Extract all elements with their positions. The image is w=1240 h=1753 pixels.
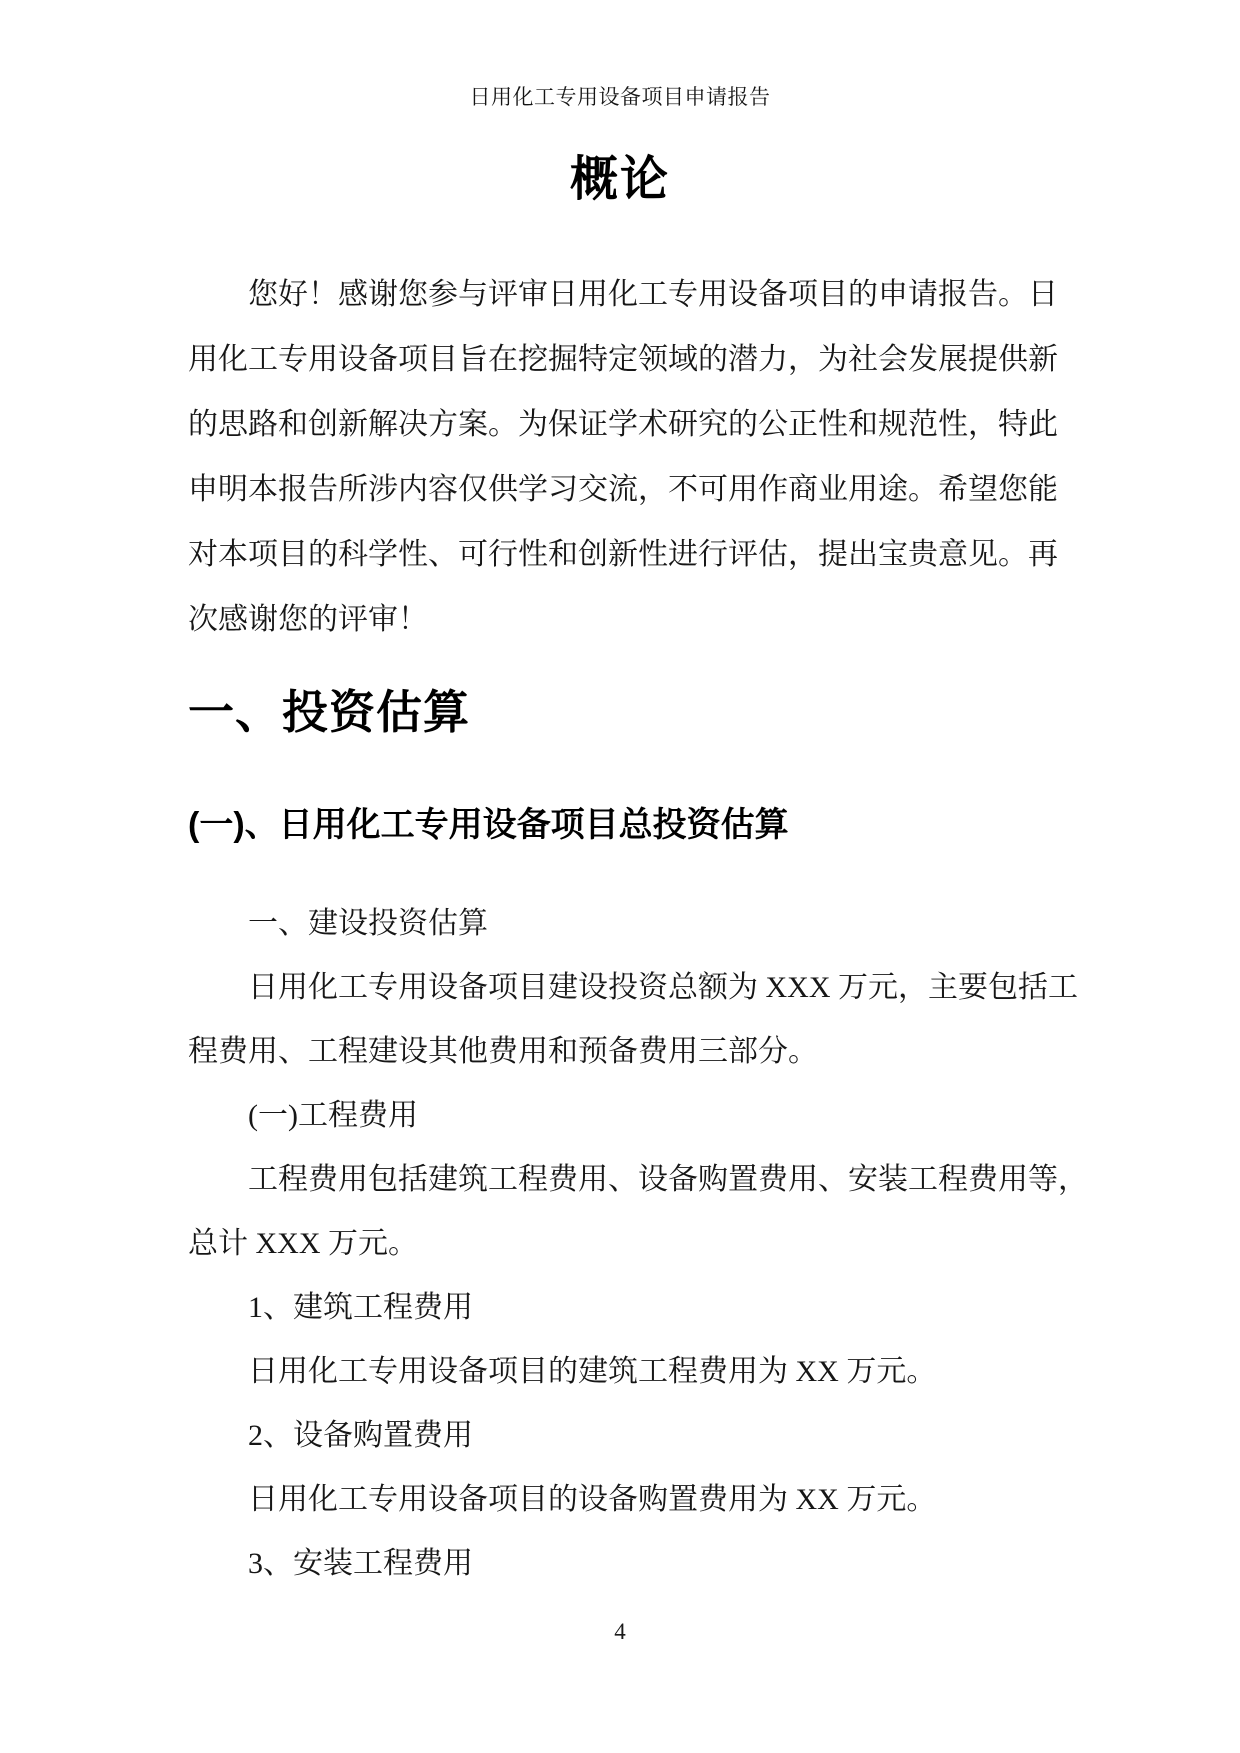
text-line: 日用化工专用设备项目建设投资总额为 XXX 万元，主要包括工 bbox=[248, 971, 1078, 1004]
body-paragraphs bbox=[188, 892, 1148, 1596]
text-line: 1、建筑工程费用 bbox=[248, 1291, 473, 1324]
text-line: 日用化工专用设备项目的设备购置费用为 XX 万元。 bbox=[248, 1483, 937, 1516]
text-line: (一)工程费用 bbox=[248, 1099, 418, 1132]
text-line: 总计 XXX 万元。 bbox=[188, 1227, 418, 1260]
text-line: 对本项目的科学性、可行性和创新性进行评估，提出宝贵意见。再 bbox=[188, 538, 1058, 571]
text-line: 您好！感谢您参与评审日用化工专用设备项目的申请报告。日 bbox=[248, 278, 1058, 311]
section-heading-investment-estimate: 一、投资估算 bbox=[188, 686, 470, 738]
text-line: 一、建设投资估算 bbox=[248, 907, 488, 940]
text-line: 用化工专用设备项目旨在挖掘特定领域的潜力，为社会发展提供新 bbox=[188, 343, 1058, 376]
text-line: 程费用、工程建设其他费用和预备费用三部分。 bbox=[188, 1035, 818, 1068]
text-line: 工程费用包括建筑工程费用、设备购置费用、安装工程费用等， bbox=[248, 1163, 1088, 1196]
page-number: 4 bbox=[614, 1619, 626, 1644]
text-line: 3、安装工程费用 bbox=[248, 1547, 473, 1580]
subsection-heading-total-investment: (一)、日用化工专用设备项目总投资估算 bbox=[188, 806, 789, 844]
text-line: 的思路和创新解决方案。为保证学术研究的公正性和规范性，特此 bbox=[188, 408, 1058, 441]
text-line: 次感谢您的评审！ bbox=[188, 603, 428, 636]
intro-paragraph bbox=[188, 262, 1148, 652]
page-header-text: 日用化工专用设备项目申请报告 bbox=[469, 85, 771, 109]
text-line: 日用化工专用设备项目的建筑工程费用为 XX 万元。 bbox=[248, 1355, 937, 1388]
text-line: 申明本报告所涉内容仅供学习交流，不可用作商业用途。希望您能 bbox=[188, 473, 1058, 506]
document-title: 概论 bbox=[569, 153, 670, 206]
text-line: 2、设备购置费用 bbox=[248, 1419, 473, 1452]
